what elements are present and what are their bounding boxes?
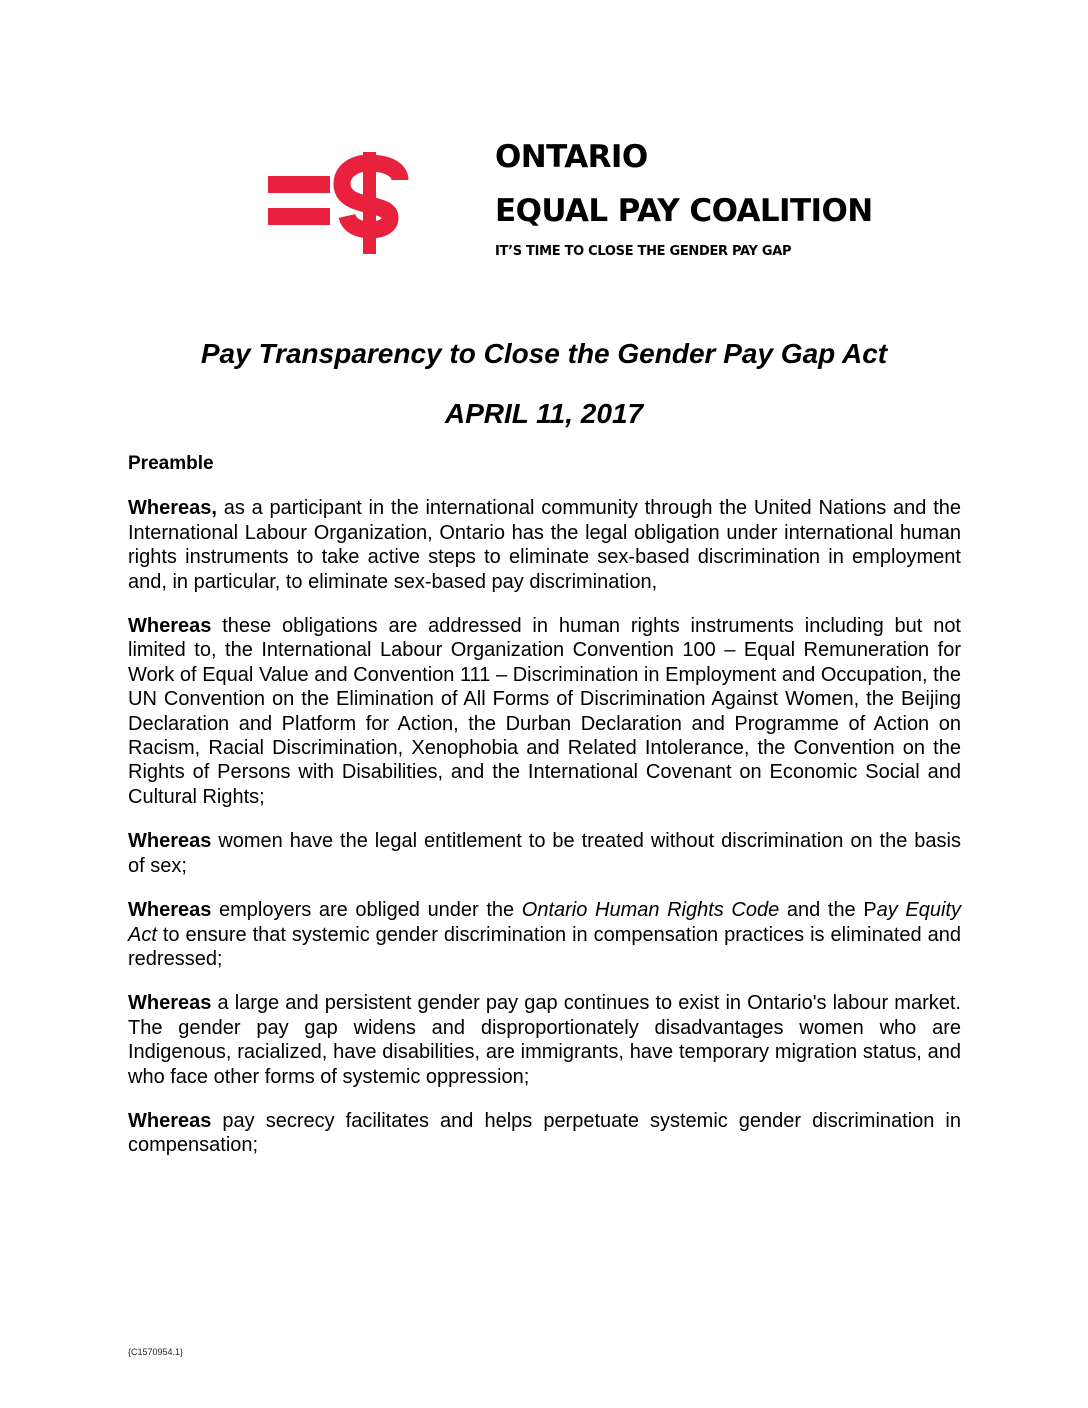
whereas-paragraph-5 xyxy=(128,991,961,1089)
whereas-lead: Whereas, xyxy=(128,497,217,520)
paragraph-text: employers are obliged under the xyxy=(211,899,522,922)
org-name-line1: ONTARIO xyxy=(495,139,648,175)
whereas-paragraph-3 xyxy=(128,829,961,878)
org-name-line2: EQUAL PAY COALITION xyxy=(495,193,873,229)
document-reference-code: {C1570954.1} xyxy=(128,1347,184,1357)
whereas-paragraph-6 xyxy=(128,1109,961,1158)
whereas-lead: Whereas xyxy=(128,1109,212,1132)
whereas-paragraph-2 xyxy=(128,614,961,809)
document-body xyxy=(128,452,961,1178)
whereas-lead: Whereas xyxy=(128,830,212,853)
whereas-lead: Whereas xyxy=(128,992,212,1015)
paragraph-text: and the P xyxy=(779,899,877,922)
whereas-lead: Whereas xyxy=(128,615,212,638)
act-reference: ay Equity Act xyxy=(128,899,961,946)
whereas-paragraph-1 xyxy=(128,496,961,594)
paragraph-text: a large and persistent gender pay gap continues to exist in Ontario's labour market. The gender pay gap widens and disproportionately disadvantages women who are Indigenous, racialized, have disabilities, are immigrants, have temporary migration status, and who face other forms of systemic oppression; xyxy=(128,992,961,1088)
organization-header xyxy=(495,140,1055,259)
paragraph-text: as a participant in the international community through the United Nations and the International Labour Organization, Ontario has the legal obligation under international human rights instruments to take active steps to eliminate sex-based discrimination in employment and, in particular, to eliminate sex-based pay discrimination, xyxy=(128,497,961,593)
org-tagline: IT’S TIME TO CLOSE THE GENDER PAY GAP xyxy=(495,244,792,259)
whereas-paragraph-4 xyxy=(128,898,961,971)
code-reference: Ontario Human Rights Code xyxy=(521,899,780,922)
whereas-lead: Whereas xyxy=(128,899,212,922)
paragraph-text: to ensure that systemic gender discrimination in compensation practices is eliminated and redressed; xyxy=(128,923,961,970)
equals-dollar-logo-icon xyxy=(266,150,412,256)
document-title: Pay Transparency to Close the Gender Pay Gap Act xyxy=(200,338,888,369)
preamble-heading: Preamble xyxy=(128,453,214,474)
paragraph-text: pay secrecy facilitates and helps perpetuate systemic gender discrimination in compensation; xyxy=(128,1109,961,1157)
document-date: APRIL 11, 2017 xyxy=(444,398,644,429)
paragraph-text: these obligations are addressed in human rights instruments including but not limited to, the International Labour Organization Convention 100 – Equal Remuneration for Work of Equal Value and Convention 111 – Discrimination in Employment and Occupation, the UN Convention on the Elimination of All Forms of Discrimination Against Women, the Beijing Declaration and Platform for Action, the Durban Declaration and Programme of Action on Racism, Racial Discrimination, Xenophobia and Related Intolerance, the Convention on the Rights of Persons with Disabilities, and the International Covenant on Economic Social and Cultural Rights; xyxy=(128,615,961,808)
paragraph-text: women have the legal entitlement to be treated without discrimination on the basis of sex; xyxy=(128,830,961,877)
